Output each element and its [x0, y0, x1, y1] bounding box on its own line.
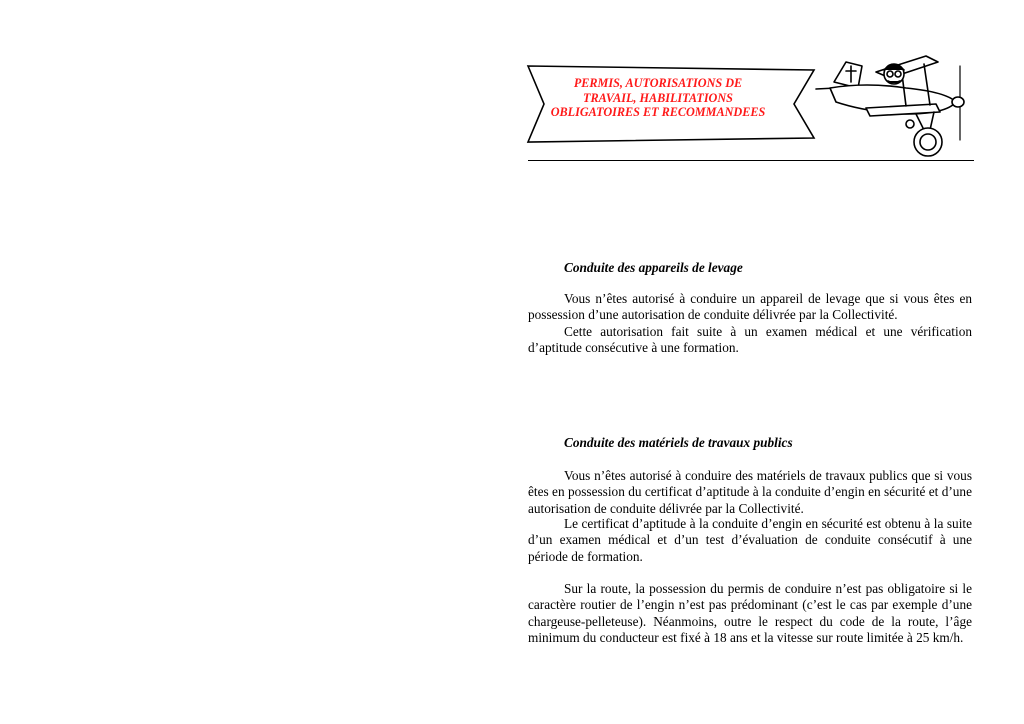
paragraph: Le certificat d’aptitude à la conduite d’engin en sécurité est obtenu à la suite d’un examen médical et d’un test d’évaluation de conduite consécutif à une période de formation. — [528, 516, 972, 564]
paragraph: Sur la route, la possession du permis de conduire n’est pas obligatoire si le caractère routier de l’engin n’est pas prédominant (c’est le cas par exemple d’une chargeuse-pelleteuse). Néanmoins, outre le respect du code de la route, l’âge minimum du conducteur est fixé à 18 ans et la vitesse sur route limitée à 25 km/h. — [528, 581, 972, 646]
banner-title-line: PERMIS, AUTORISATIONS DE — [573, 76, 743, 90]
paragraph: Vous n’êtes autorisé à conduire des matériels de travaux publics que si vous êtes en possession du certificat d’aptitude à la conduite d’engin en sécurité et d’une autorisation de conduite délivrée par la Collectivité. — [528, 468, 972, 516]
paragraph: Vous n’êtes autorisé à conduire un appareil de levage que si vous êtes en possession d’une autorisation de conduite délivrée par la Collectivité. — [528, 291, 972, 323]
section-heading: Conduite des matériels de travaux publics — [564, 435, 793, 450]
section-heading: Conduite des appareils de levage — [564, 260, 743, 275]
header-rule — [528, 160, 974, 161]
paragraph: Cette autorisation fait suite à un examen médical et une vérification d’aptitude consécutive à une formation. — [528, 324, 972, 356]
banner-title-line: TRAVAIL, HABILITATIONS — [583, 90, 733, 105]
biplane-illustration — [806, 52, 976, 162]
banner-title-line: OBLIGATOIRES ET RECOMMANDEES — [550, 105, 766, 119]
banner-title — [540, 76, 776, 120]
